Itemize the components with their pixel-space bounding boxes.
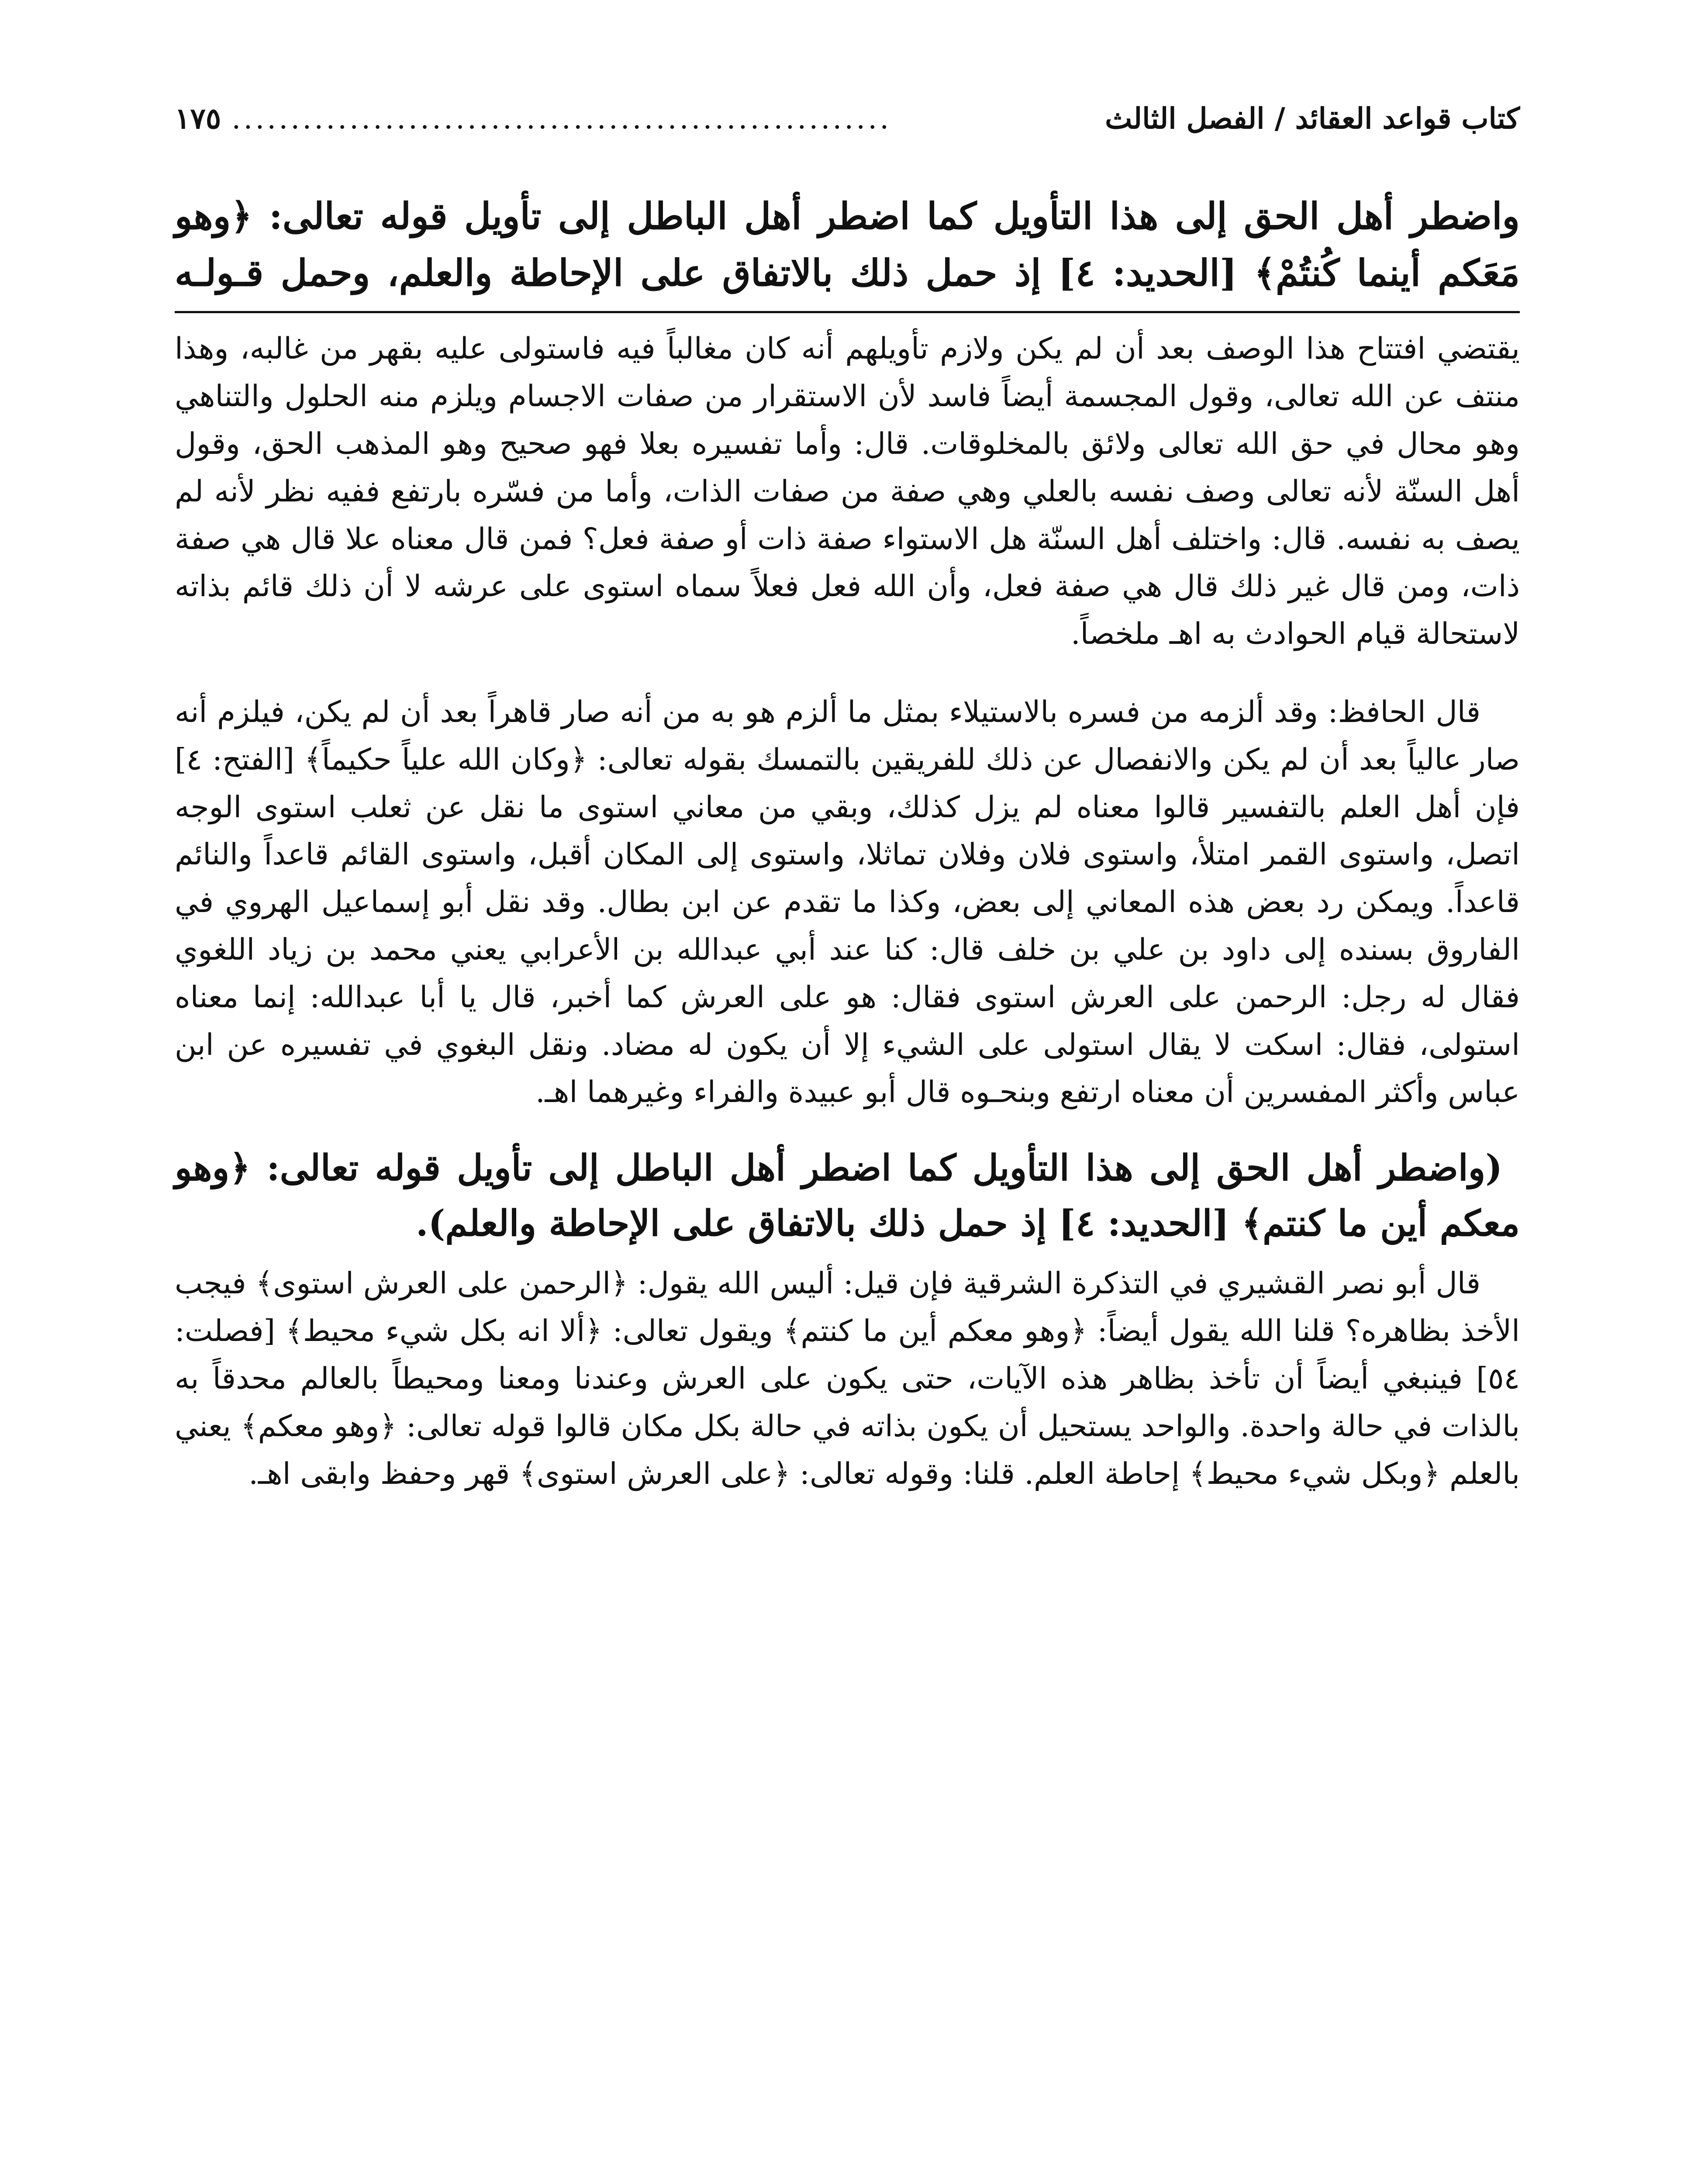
commentary-paragraph-1: يقتضي افتتاح هذا الوصف بعد أن لم يكن ولازم تأويلهم أنه كان مغالباً فيه فاستولى عليه بقهر من غالبه، وهذا منتف عن الله تعالى، وقول المجسمة أيضاً فاسد لأن الاستقرار من صفات الاجسام ويلزم منه الحلول والتناهي وهو محال في حق الله تعالى ولائق بالمخلوقات. قال: وأما تفسيره بعلا فهو صحيح وهو المذهب الحق، وقول أهل السنّة لأنه تعالى وصف نفسه بالعلي وهي صفة من صفات الذات، وأما من فسّره بارتفع ففيه نظر لأنه لم يصف به نفسه. قال: واختلف أهل السنّة هل الاستواء صفة ذات أو صفة فعل؟ فمن قال معناه علا قال هي صفة ذات، ومن قال غير ذلك قال هي صفة فعل، وأن الله فعل فعلاً سماه استوى على عرشه لا أن ذلك قائم بذاته لاستحالة قيام الحوادث به اهـ ملخصاً.: [175, 332, 1520, 652]
page-number: ١٧٥: [175, 101, 221, 135]
commentary-paragraph-2: قال الحافظ: وقد ألزمه من فسره بالاستيلاء بمثل ما ألزم هو به من أنه صار قاهراً بعد أن لم يكن، فيلزم أنه صار عالياً بعد أن لم يكن والانفصال عن ذلك للفريقين بالتمسك بقوله تعالى: ﴿وكان الله علياً حكيماً﴾ [الفتح: ٤] فإن أهل العلم بالتفسير قالوا معناه لم يزل كذلك، وبقي من معاني استوى ما نقل عن ثعلب استوى الوجه اتصل، واستوى القمر امتلأ، واستوى فلان وفلان تماثلا، واستوى إلى المكان أقبل، واستوى القائم قاعداً والنائم قاعداً. ويمكن رد بعض هذه المعاني إلى بعض، وكذا ما تقدم عن ابن بطال. وقد نقل أبو إسماعيل الهروي في الفاروق بسنده إلى داود بن علي بن خلف قال: كنا عند أبي عبدالله بن الأعرابي يعني محمد بن زياد اللغوي فقال له رجل: الرحمن على العرش استوى فقال: هو على العرش كما أخبر، قال يا أبا عبدالله: إنما معناه استولى، فقال: اسكت لا يقال استولى على الشيء إلا أن يكون له مضاد. ونقل البغوي في تفسيره عن ابن عباس وأكثر المفسرين أن معناه ارتفع وبنحـوه قال أبو عبيدة والفراء وغيرهما اهـ.: [175, 695, 1520, 1110]
commentary-paragraph-3: قال أبو نصر القشيري في التذكرة الشرقية فإن قيل: أليس الله يقول: ﴿الرحمن على العرش استوى﴾ فيجب الأخذ بظاهره؟ قلنا الله يقول أيضاً: ﴿وهو معكم أين ما كنتم﴾ ويقول تعالى: ﴿ألا انه بكل شيء محيط﴾ [فصلت: ٥٤] فينبغي أيضاً أن تأخذ بظاهر هذه الآيات، حتى يكون على العرش وعندنا ومعنا ومحيطاً بالعالم محدقاً به بالذات في حالة واحدة. والواحد يستحيل أن يكون بذاته في حالة بكل مكان قالوا قوله تعالى: ﴿وهو معكم﴾ يعني بالعلم ﴿وبكل شيء محيط﴾ إحاطة العلم. قلنا: وقوله تعالى: ﴿على العرش استوى﴾ قهر وحفظ وابقى اهـ.: [175, 1266, 1520, 1491]
main-text-block: واضطر أهل الحق إلى هذا التأويل كما اضطر أهل الباطل إلى تأويل قوله تعالى: ﴿وهو مَعَكم أينما كُنتُمْ﴾ [الحديد: ٤] إذ حمل ذلك بالاتفاق على الإحاطة والعلم، وحمل قـولـه: [175, 194, 1520, 295]
running-head: [175, 100, 1520, 149]
running-head-dot-leader: ........................................................: [231, 102, 892, 135]
book-page: [175, 100, 1520, 1498]
matn-quote: (واضطر أهل الحق إلى هذا التأويل كما اضطر أهل الباطل إلى تأويل قوله تعالى: ﴿وهو معكم أين ما كنتم﴾ [الحديد: ٤] إذ حمل ذلك بالاتفاق على الإحاطة والعلم).: [175, 1147, 1520, 1245]
running-head-title: كتاب قواعد العقائد / الفصل الثالث: [1105, 101, 1520, 135]
separator-rule: [175, 311, 1520, 313]
commentary: [175, 325, 1520, 1498]
